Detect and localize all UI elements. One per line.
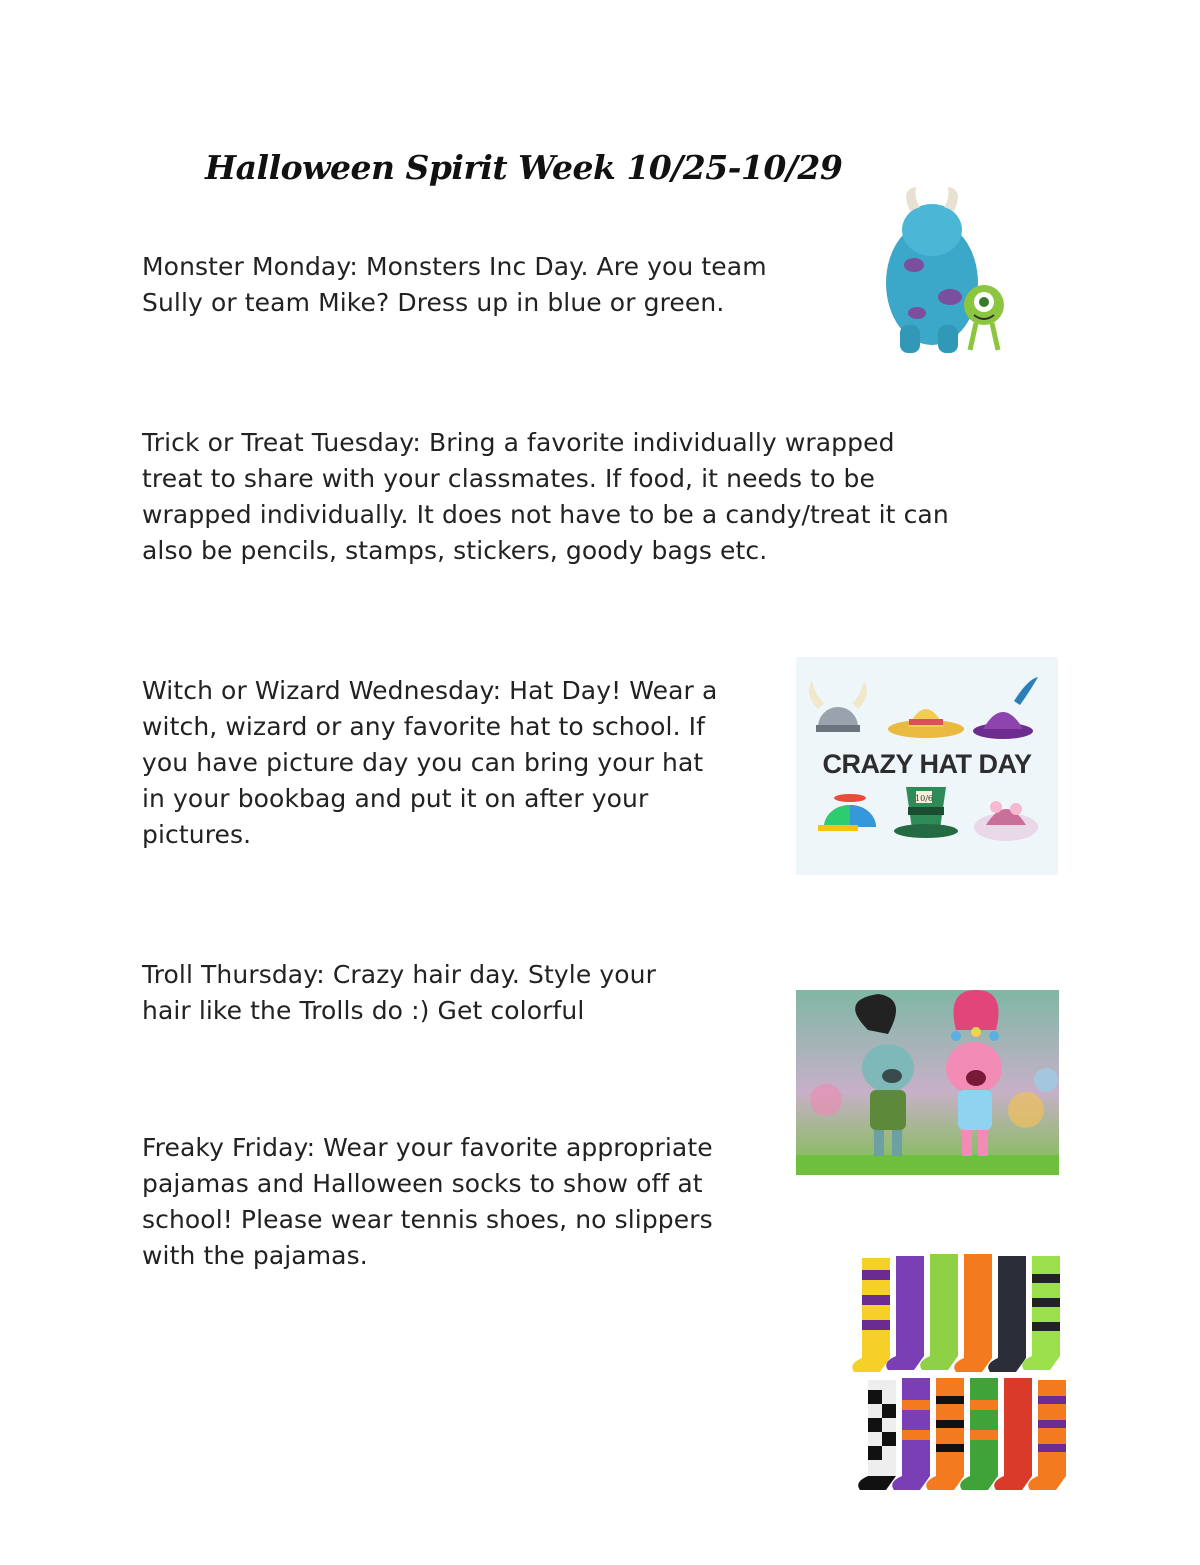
trick-or-treat-tuesday-text: Trick or Treat Tuesday: Bring a favorite individually wrapped treat to share with your classmates. If food, it needs to be wrapped individually. It does not have to be a candy/treat it can also be pencils, stamps, stickers, goody bags etc. [142,428,949,565]
monster-monday-text: Monster Monday: Monsters Inc Day. Are you team Sully or team Mike? Dress up in blue or green. [142,252,767,317]
crazy-hat-day-image [796,657,1058,875]
page-title: Halloween Spirit Week 10/25-10/29 [205,148,843,187]
troll-thursday-text: Troll Thursday: Crazy hair day. Style your hair like the Trolls do :) Get colorful [142,960,656,1025]
trolls-image [796,990,1059,1175]
freaky-friday-text: Freaky Friday: Wear your favorite appropriate pajamas and Halloween socks to show off at school! Please wear tennis shoes, no slippers with the pajamas. [142,1133,713,1270]
crazy-hat-day-caption: CRAZY HAT DAY [822,749,1032,779]
halloween-socks-image [848,1250,1090,1500]
mad-hatter-tag: 10/6 [915,794,933,803]
monsters-inc-image [872,185,1012,357]
witch-or-wizard-wednesday-text: Witch or Wizard Wednesday: Hat Day! Wear a witch, wizard or any favorite hat to school. If you have picture day you can bring your hat in your bookbag and put it on after your pictures. [142,676,718,849]
